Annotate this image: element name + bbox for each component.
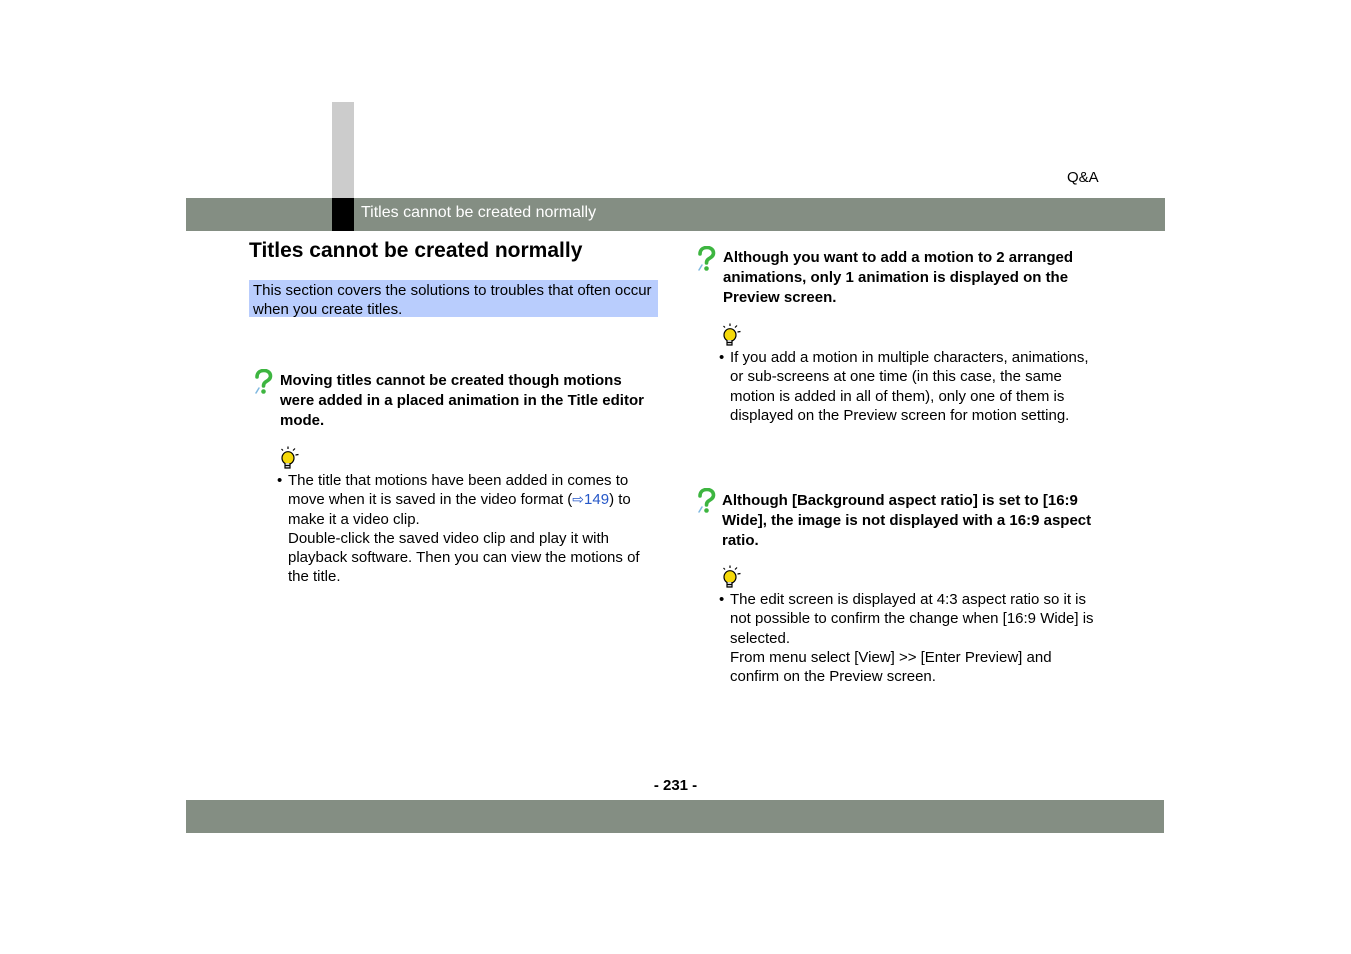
answer-text [719,590,1102,686]
header-grey-tab [332,102,354,198]
bullet: • [719,591,725,608]
bullet: • [277,472,283,489]
answer-extra-text: Double-click the saved video clip and play it with playback software. Then you can view the motions of the title. [288,529,640,586]
header-bar-title: Titles cannot be created normally [361,204,597,221]
page-number: - 231 - [653,777,698,794]
intro-box: This section covers the solutions to troubles that often occur when you create titles. [249,280,658,317]
answer-body: If you add a motion in multiple characters, animations, or sub-screens at one time (in this case, the same motion is added in all of them), only one of them is displayed on the Preview screen for motion setting. [730,349,1089,424]
answer-text [719,348,1102,425]
section-label: Q&A [1067,169,1099,186]
question-mark-icon [696,246,716,272]
bullet: • [719,349,725,366]
lightbulb-hint-icon [720,565,744,591]
page-link[interactable] [572,491,609,508]
page-link-number: 149 [584,491,610,509]
answer-text-after-link: ) to make it a video clip. [288,491,631,528]
question-heading: Moving titles cannot be created though motions were added in a placed animation in the Title editor mode. [280,372,644,429]
arrow-icon: ⇨ [572,491,585,508]
answer-body: The edit screen is displayed at 4:3 aspect ratio so it is not possible to confirm the change when [16:9 Wide] is selected. [730,591,1094,647]
footer-bar [186,800,1164,833]
question-heading: Although you want to add a motion to 2 arranged animations, only 1 animation is displayed on the Preview screen. [723,249,1073,306]
lightbulb-hint-icon [278,446,302,472]
question-mark-icon [253,369,273,395]
answer-text-before-link: The title that motions have been added in comes to move when it is saved in the video format ( [288,472,629,509]
question-mark-icon [696,488,716,514]
question-heading: Although [Background aspect ratio] is set to [16:9 Wide], the image is not displayed with a 16:9 aspect ratio. [722,492,1092,549]
answer-extra-text: From menu select [View] >> [Enter Preview] and confirm on the Preview screen. [730,648,1052,686]
page-title: Titles cannot be created normally [249,239,583,262]
lightbulb-hint-icon [720,323,744,349]
answer-text [277,471,660,587]
header-black-tab [332,198,354,231]
